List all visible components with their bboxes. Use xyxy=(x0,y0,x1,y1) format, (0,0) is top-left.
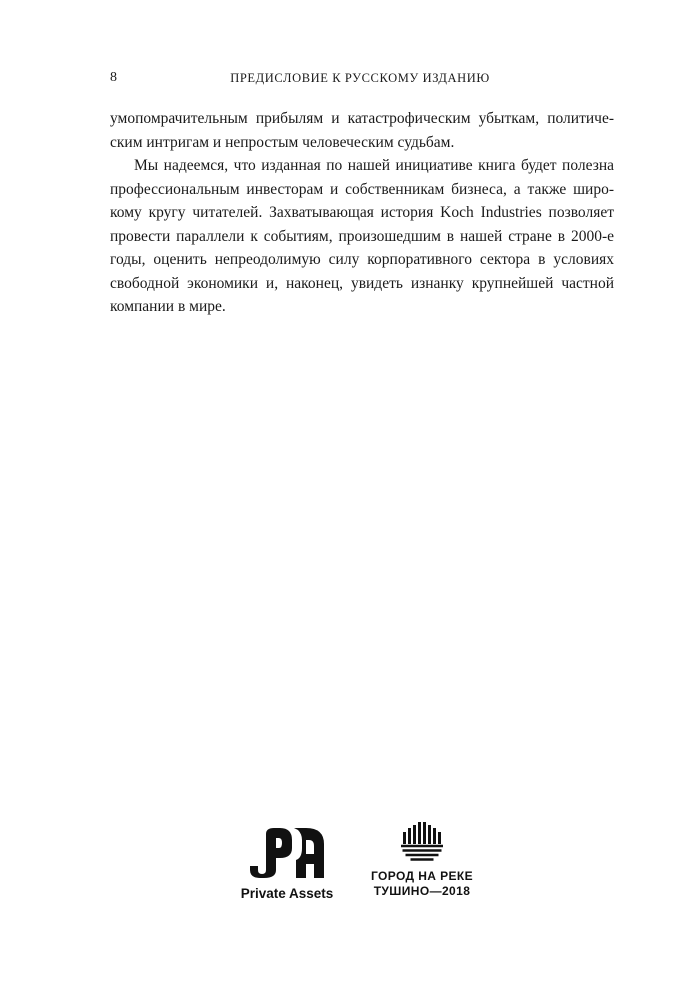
text-line: ским интригам и непростым человеческим судьбам. xyxy=(110,133,455,151)
text-line: кому кругу читателей. Захватывающая история Koch Industries позволяет xyxy=(110,204,614,221)
private-assets-label: Private Assets xyxy=(240,886,334,901)
city-logo-line2: ТУШИНО—2018 xyxy=(373,884,471,898)
text-line: компании в мире. xyxy=(110,298,226,315)
text-line: Мы надеемся, что изданная по нашей инициативе книга будет полезна xyxy=(134,157,614,174)
city-on-river-logo xyxy=(362,820,482,910)
private-assets-logo xyxy=(232,826,342,906)
text-line: провести параллели к событиям, произошедшим в нашей стране в 2000-е xyxy=(110,227,614,245)
text-line: годы, оценить непреодолимую силу корпоративного сектора в условиях xyxy=(110,251,614,268)
page-number: 8 xyxy=(110,70,117,85)
publisher-logos xyxy=(0,820,686,910)
text-line: умопомрачительным прибылям и катастрофическим убыткам, политиче- xyxy=(110,110,614,127)
city-on-river-logo-icon xyxy=(400,820,444,864)
text-line: свободной экономики и, наконец, увидеть изнанку крупнейшей частной xyxy=(110,274,614,292)
elephant-logo-icon xyxy=(246,826,328,878)
text-line: профессиональным инвесторам и собственникам бизнеса, а также широ- xyxy=(110,180,614,198)
city-logo-line1: ГОРОД НА РЕКЕ xyxy=(370,869,474,883)
running-head: ПРЕДИСЛОВИЕ К РУССКОМУ ИЗДАНИЮ xyxy=(230,71,490,85)
body-text xyxy=(110,107,614,319)
